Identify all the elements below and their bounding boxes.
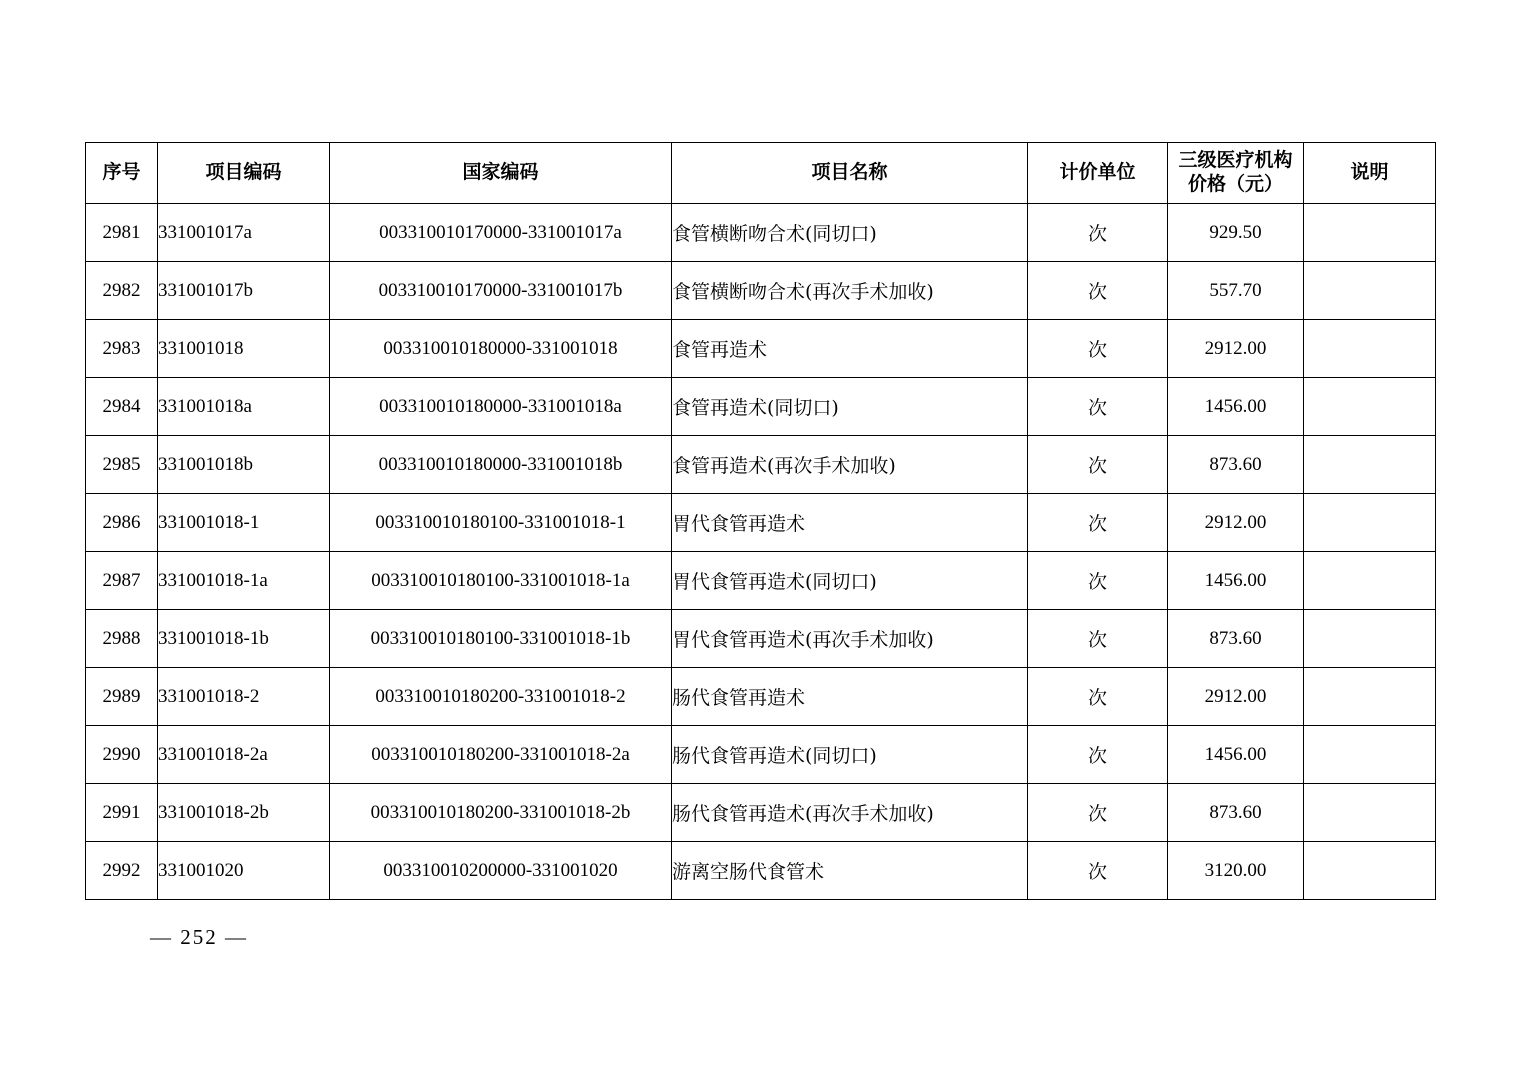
cell-item-name: 游离空肠代食管术 [672, 842, 1028, 900]
cell-national-code: 003310010200000-331001020 [330, 842, 672, 900]
cell-unit: 次 [1028, 204, 1168, 262]
cell-price: 873.60 [1168, 610, 1304, 668]
cell-note [1304, 378, 1436, 436]
cell-price: 3120.00 [1168, 842, 1304, 900]
cell-item-code: 331001018-1a [158, 552, 330, 610]
cell-item-code: 331001018 [158, 320, 330, 378]
cell-item-code: 331001020 [158, 842, 330, 900]
cell-price: 2912.00 [1168, 320, 1304, 378]
cell-seq: 2981 [86, 204, 158, 262]
cell-unit: 次 [1028, 494, 1168, 552]
table-row [86, 842, 1436, 900]
cell-note [1304, 610, 1436, 668]
cell-national-code: 003310010180000-331001018a [330, 378, 672, 436]
table-row [86, 204, 1436, 262]
table-row [86, 262, 1436, 320]
cell-national-code: 003310010170000-331001017b [330, 262, 672, 320]
cell-unit: 次 [1028, 784, 1168, 842]
cell-price: 2912.00 [1168, 668, 1304, 726]
cell-item-code: 331001018-1b [158, 610, 330, 668]
cell-price: 929.50 [1168, 204, 1304, 262]
cell-price: 1456.00 [1168, 378, 1304, 436]
cell-national-code: 003310010170000-331001017a [330, 204, 672, 262]
cell-national-code: 003310010180000-331001018b [330, 436, 672, 494]
cell-item-name: 肠代食管再造术 [672, 668, 1028, 726]
header-item-name: 项目名称 [672, 143, 1028, 204]
cell-item-code: 331001018-2b [158, 784, 330, 842]
cell-item-name: 胃代食管再造术(同切口) [672, 552, 1028, 610]
cell-unit: 次 [1028, 668, 1168, 726]
cell-item-name: 食管横断吻合术(再次手术加收) [672, 262, 1028, 320]
cell-seq: 2990 [86, 726, 158, 784]
cell-note [1304, 784, 1436, 842]
cell-item-name: 肠代食管再造术(同切口) [672, 726, 1028, 784]
header-seq: 序号 [86, 143, 158, 204]
cell-national-code: 003310010180100-331001018-1 [330, 494, 672, 552]
cell-note [1304, 320, 1436, 378]
header-unit: 计价单位 [1028, 143, 1168, 204]
cell-item-code: 331001018-2a [158, 726, 330, 784]
cell-national-code: 003310010180200-331001018-2b [330, 784, 672, 842]
header-price-line2: 价格（元） [1187, 174, 1283, 195]
cell-price: 557.70 [1168, 262, 1304, 320]
cell-item-name: 食管再造术(同切口) [672, 378, 1028, 436]
cell-item-name: 胃代食管再造术 [672, 494, 1028, 552]
cell-note [1304, 726, 1436, 784]
cell-item-name: 食管再造术(再次手术加收) [672, 436, 1028, 494]
cell-price: 1456.00 [1168, 726, 1304, 784]
cell-seq: 2987 [86, 552, 158, 610]
cell-seq: 2991 [86, 784, 158, 842]
cell-national-code: 003310010180200-331001018-2 [330, 668, 672, 726]
cell-seq: 2984 [86, 378, 158, 436]
header-national-code: 国家编码 [330, 143, 672, 204]
cell-price: 873.60 [1168, 784, 1304, 842]
cell-unit: 次 [1028, 378, 1168, 436]
cell-note [1304, 494, 1436, 552]
page-number: — 252 — [150, 925, 248, 949]
table-row [86, 552, 1436, 610]
table-row [86, 494, 1436, 552]
cell-note [1304, 262, 1436, 320]
header-item-code: 项目编码 [158, 143, 330, 204]
cell-unit: 次 [1028, 552, 1168, 610]
cell-seq: 2985 [86, 436, 158, 494]
cell-item-name: 食管再造术 [672, 320, 1028, 378]
table-header [86, 143, 1436, 204]
cell-note [1304, 668, 1436, 726]
cell-seq: 2986 [86, 494, 158, 552]
cell-seq: 2992 [86, 842, 158, 900]
table-body [86, 204, 1436, 900]
cell-unit: 次 [1028, 610, 1168, 668]
table-row [86, 726, 1436, 784]
cell-price: 2912.00 [1168, 494, 1304, 552]
cell-national-code: 003310010180200-331001018-2a [330, 726, 672, 784]
header-note: 说明 [1304, 143, 1436, 204]
cell-item-code: 331001017b [158, 262, 330, 320]
cell-item-name: 胃代食管再造术(再次手术加收) [672, 610, 1028, 668]
header-price [1168, 143, 1304, 204]
cell-item-code: 331001018a [158, 378, 330, 436]
cell-item-code: 331001018b [158, 436, 330, 494]
cell-unit: 次 [1028, 726, 1168, 784]
table-row [86, 668, 1436, 726]
cell-item-name: 食管横断吻合术(同切口) [672, 204, 1028, 262]
cell-unit: 次 [1028, 436, 1168, 494]
cell-national-code: 003310010180000-331001018 [330, 320, 672, 378]
cell-unit: 次 [1028, 262, 1168, 320]
cell-item-code: 331001017a [158, 204, 330, 262]
medical-price-table [85, 142, 1436, 900]
table-row [86, 436, 1436, 494]
cell-national-code: 003310010180100-331001018-1a [330, 552, 672, 610]
cell-note [1304, 552, 1436, 610]
table-row [86, 784, 1436, 842]
cell-item-code: 331001018-2 [158, 668, 330, 726]
cell-seq: 2982 [86, 262, 158, 320]
cell-note [1304, 436, 1436, 494]
cell-price: 1456.00 [1168, 552, 1304, 610]
table-row [86, 610, 1436, 668]
table-row [86, 378, 1436, 436]
header-price-line1: 三级医疗机构 [1178, 150, 1293, 172]
table-row [86, 320, 1436, 378]
cell-item-code: 331001018-1 [158, 494, 330, 552]
cell-note [1304, 204, 1436, 262]
cell-seq: 2988 [86, 610, 158, 668]
cell-price: 873.60 [1168, 436, 1304, 494]
cell-note [1304, 842, 1436, 900]
cell-national-code: 003310010180100-331001018-1b [330, 610, 672, 668]
cell-seq: 2989 [86, 668, 158, 726]
table-header-row [86, 143, 1436, 204]
cell-seq: 2983 [86, 320, 158, 378]
cell-item-name: 肠代食管再造术(再次手术加收) [672, 784, 1028, 842]
cell-unit: 次 [1028, 320, 1168, 378]
cell-unit: 次 [1028, 842, 1168, 900]
